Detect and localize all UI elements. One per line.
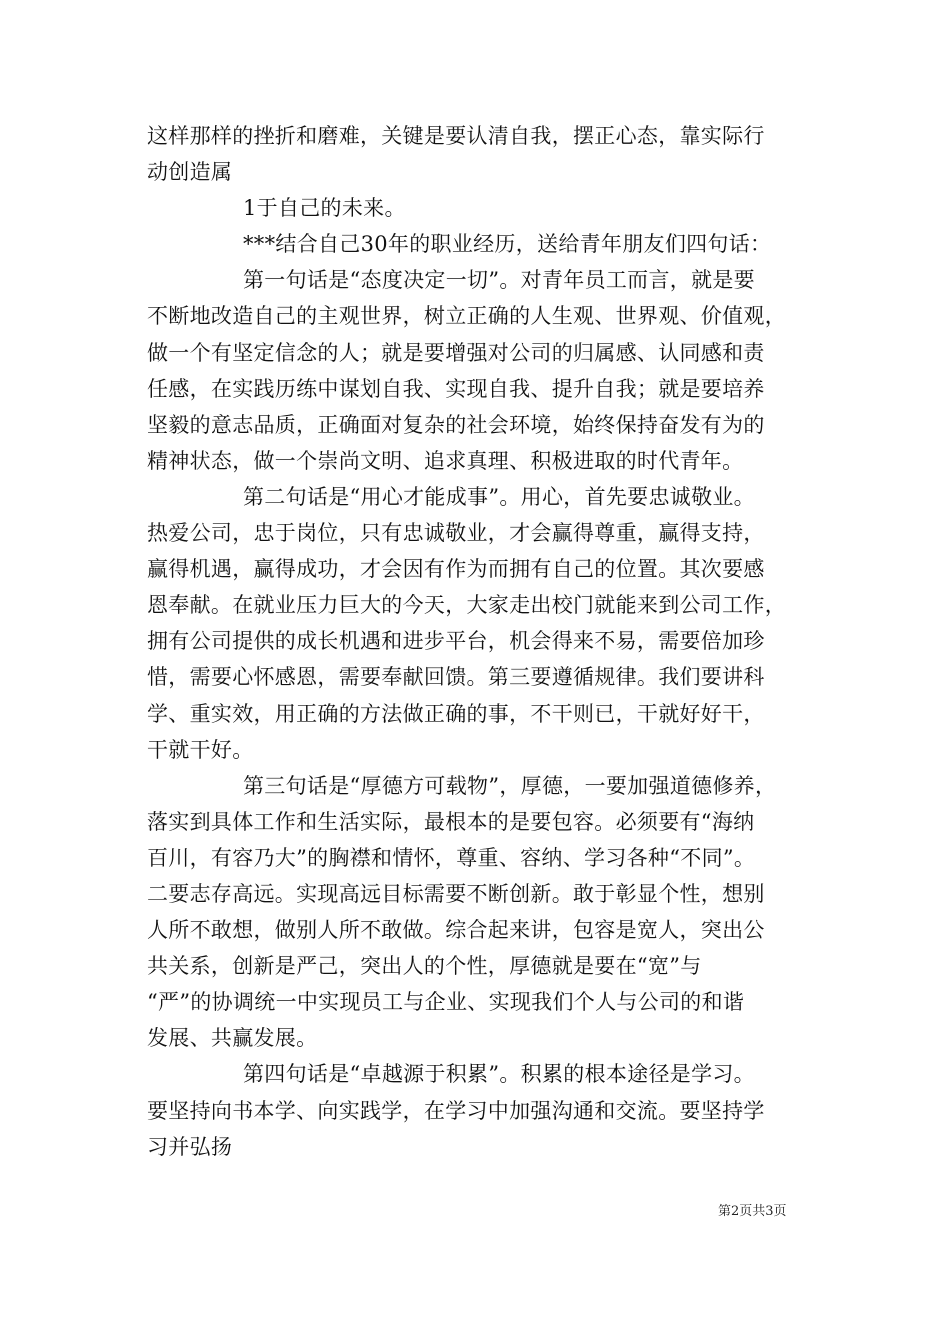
text-line: 恩奉献。在就业压力巨大的今天，大家走出校门就能来到公司工作，: [147, 593, 786, 618]
text-line: 干就干好。: [147, 737, 254, 762]
text-line: 热爱公司，忠于岗位，只有忠诚敬业，才会赢得尊重，赢得支持，: [147, 521, 765, 546]
text-line: 拥有公司提供的成长机遇和进步平台，机会得来不易，需要倍加珍: [147, 629, 765, 654]
text-line: 精神状态，做一个崇尚文明、追求真理、积极进取的时代青年。: [147, 448, 744, 473]
paragraph-start-line: 第一句话是“态度决定一切”。对青年员工而言，就是要: [243, 268, 755, 293]
paragraph-start-line: 第四句话是“卓越源于积累”。积累的根本途径是学习。: [243, 1062, 755, 1087]
text-line: 要坚持向书本学、向实践学，在学习中加强沟通和交流。要坚持学: [147, 1098, 765, 1123]
text-line: 赢得机遇，赢得成功，才会因有作为而拥有自己的位置。其次要感: [147, 557, 765, 582]
text-line: 1于自己的未来。: [243, 196, 406, 221]
paragraph-start-line: 第三句话是“厚德方可载物”，厚德，一要加强道德修养，: [243, 773, 777, 798]
text-line: 落实到具体工作和生活实际，最根本的是要包容。必须要有“海纳: [147, 809, 755, 834]
paragraph-start-line: 第二句话是“用心才能成事”。用心，首先要忠诚敬业。: [243, 484, 755, 509]
text-line: 共关系，创新是严己，突出人的个性，厚德就是要在“宽”与: [147, 954, 702, 979]
text-line: 这样那样的挫折和磨难，关键是要认清自我，摆正心态，靠实际行: [147, 124, 765, 148]
text-line: 学、重实效，用正确的方法做正确的事，不干则已，干就好好干，: [147, 701, 765, 726]
text-line: 动创造属: [147, 160, 233, 185]
text-line: 二要志存高远。实现高远目标需要不断创新。敢于彰显个性，想别: [147, 881, 765, 906]
page-number-footer: 第2页共3页: [718, 1204, 787, 1219]
text-line: 惜，需要心怀感恩，需要奉献回馈。第三要遵循规律。我们要讲科: [147, 665, 765, 690]
text-line: 不断地改造自己的主观世界，树立正确的人生观、世界观、价值观，: [147, 304, 786, 329]
text-line: 习并弘扬: [147, 1134, 233, 1159]
text-line: 人所不敢想，做别人所不敢做。综合起来讲，包容是宽人，突出公: [147, 918, 765, 943]
text-line: 做一个有坚定信念的人；就是要增强对公司的归属感、认同感和责: [147, 340, 765, 365]
text-line: ***结合自己30年的职业经历，送给青年朋友们四句话：: [243, 232, 772, 257]
text-line: “严”的协调统一中实现员工与企业、实现我们个人与公司的和谐: [147, 990, 745, 1015]
text-line: 发展、共赢发展。: [147, 1026, 318, 1051]
document-body: [147, 118, 827, 1165]
text-line: 坚毅的意志品质，正确面对复杂的社会环境，始终保持奋发有为的: [147, 412, 765, 437]
text-line: 百川，有容乃大”的胸襟和情怀，尊重、容纳、学习各种“不同”。: [147, 845, 756, 870]
text-line: 任感，在实践历练中谋划自我、实现自我、提升自我；就是要培养: [147, 376, 765, 401]
